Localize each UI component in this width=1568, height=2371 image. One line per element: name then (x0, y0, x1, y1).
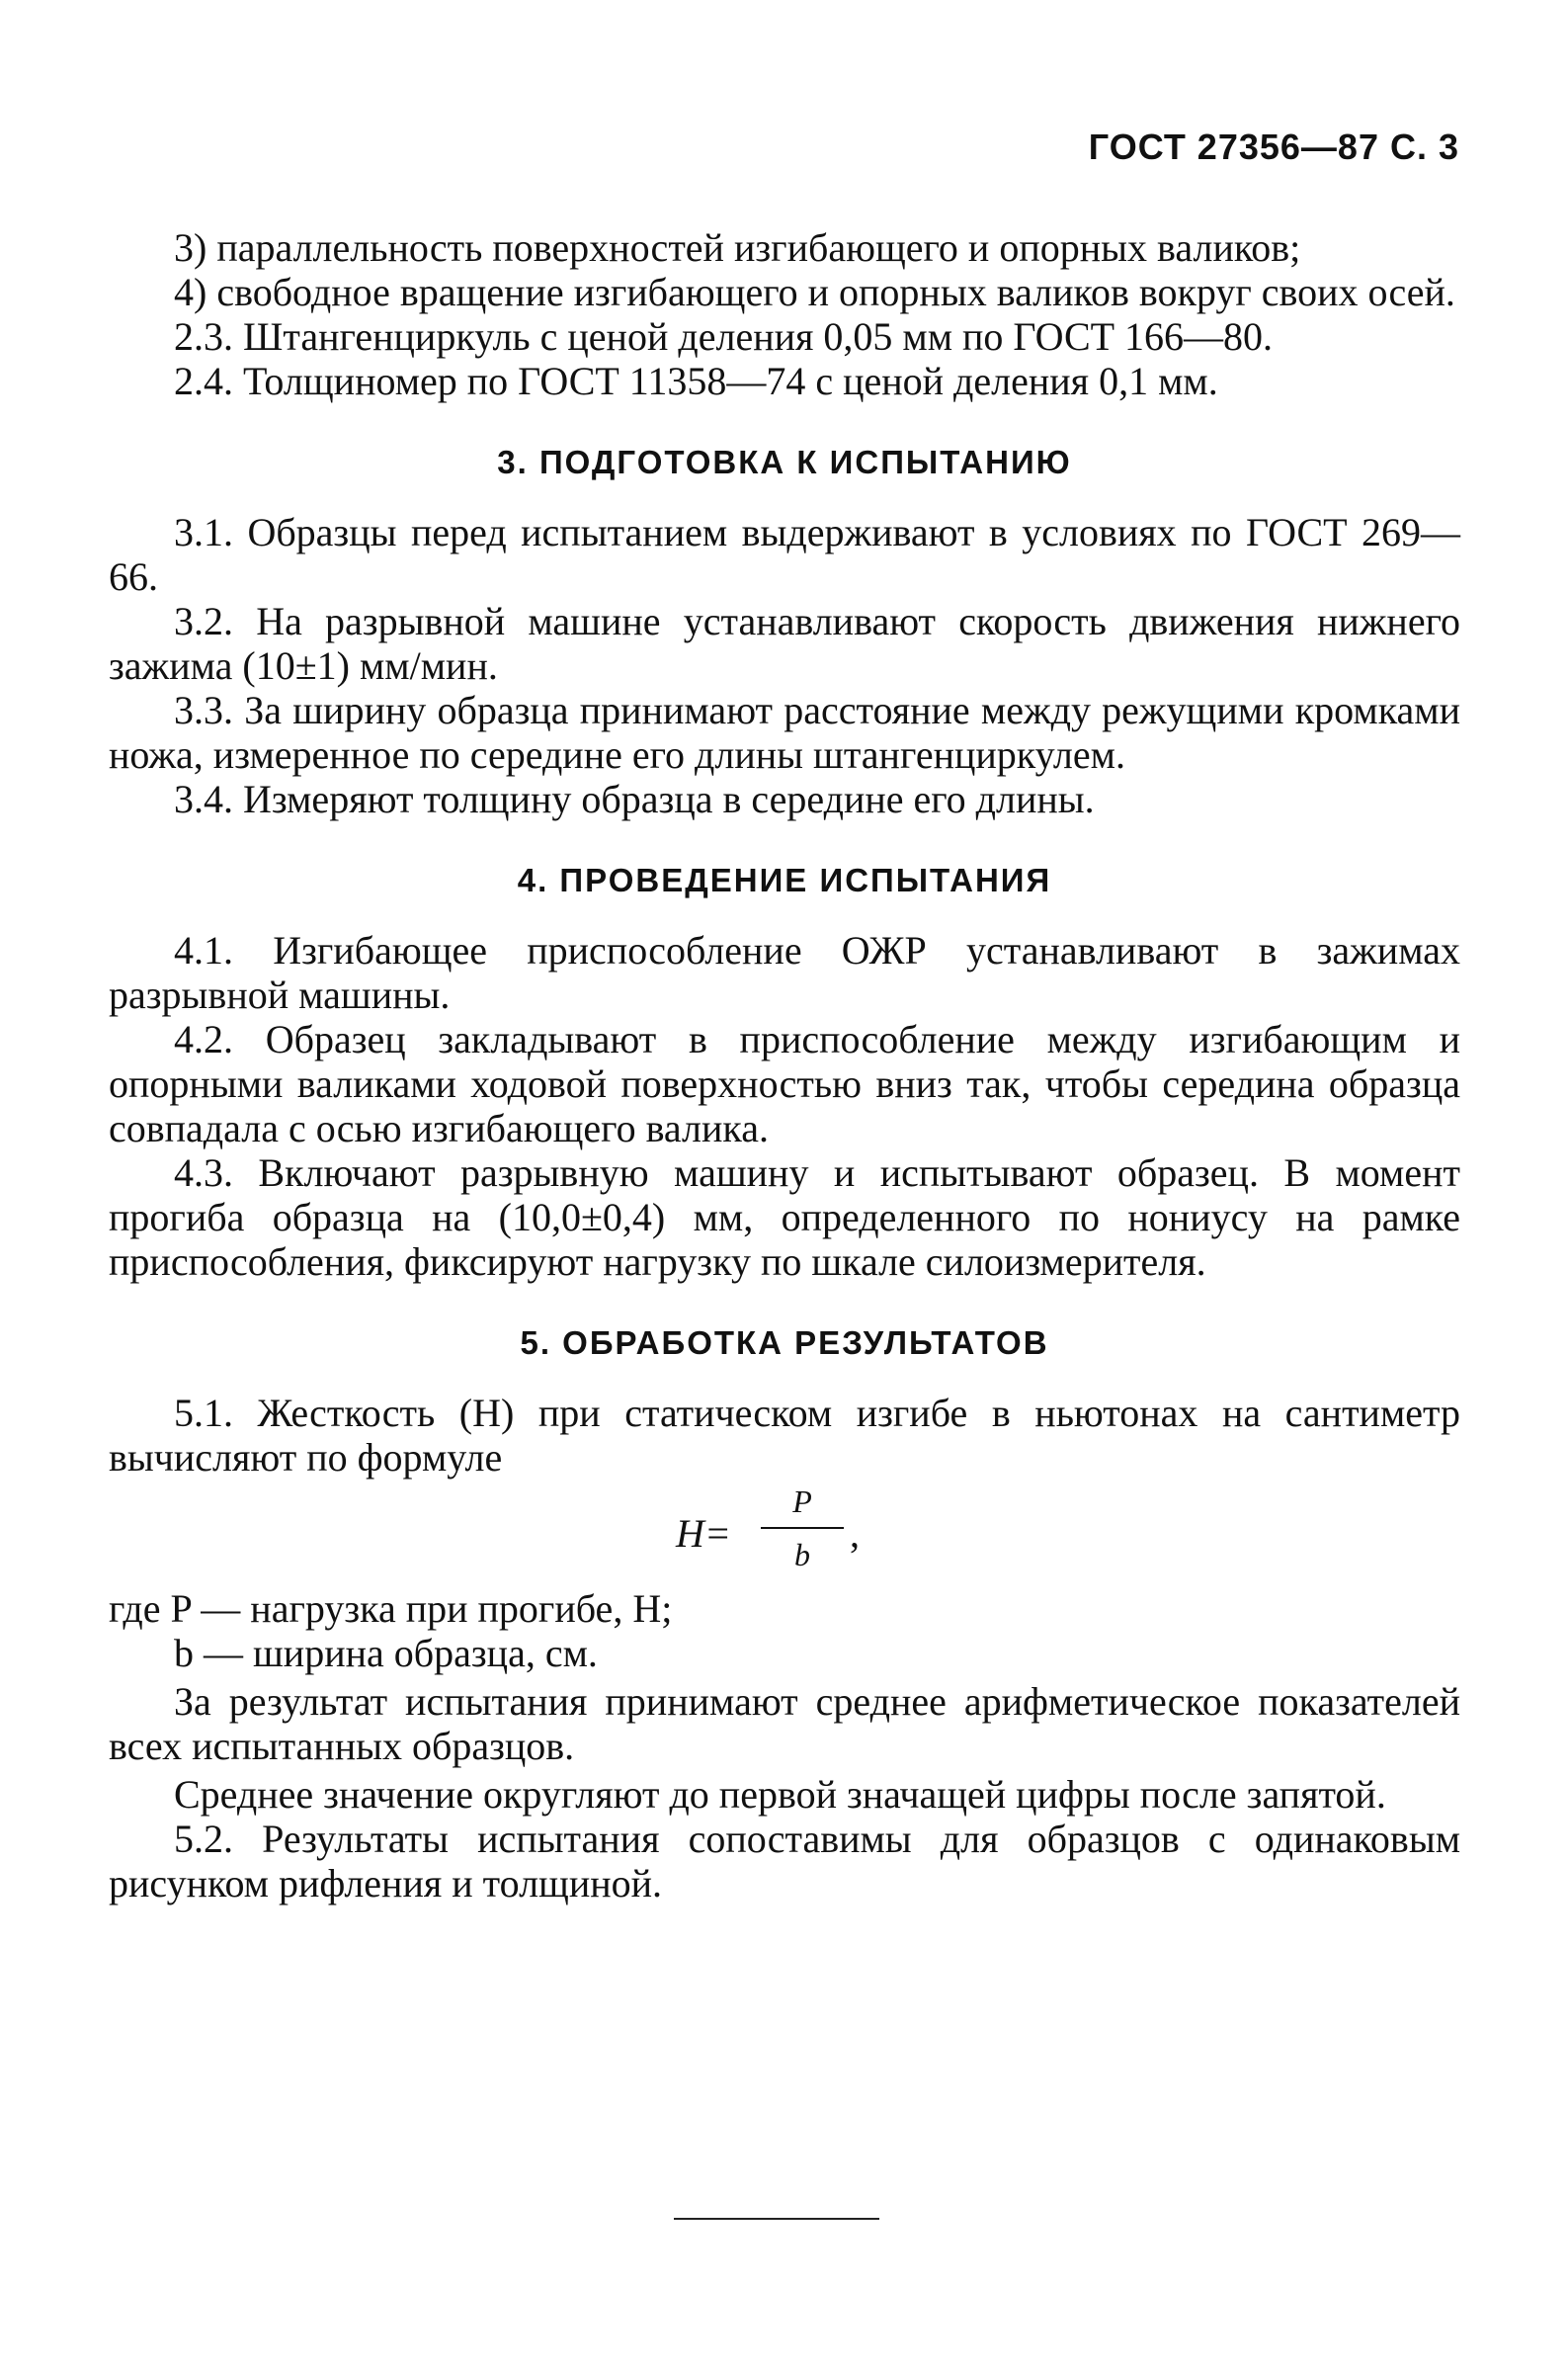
clause-3-2: 3.2. На разрывной машине устанавливают скорость движения нижнего зажима (10±1) мм/мин. (109, 599, 1460, 688)
clause-3-4: 3.4. Измеряют толщину образца в середине его длины. (174, 777, 1095, 821)
list-item: 3) параллельность поверхностей изгибающего и опорных валиков; (174, 225, 1301, 270)
clause-4-3: 4.3. Включают разрывную машину и испытывают образец. В момент прогиба образца на (10,0±0,4) мм, определенного по нониусу на рамке приспособления, фиксируют нагрузку по шкале силоизмерителя. (109, 1150, 1460, 1284)
clause-4-2: 4.2. Образец закладывают в приспособление между изгибающим и опорными валиками ходовой поверхностью вниз так, чтобы середина образца совпадала с осью изгибающего валика. (109, 1017, 1460, 1150)
clause-4-1: 4.1. Изгибающее приспособление ОЖР устанавливают в зажимах разрывной машины. (109, 928, 1460, 1017)
end-rule (674, 2218, 879, 2220)
list-item: 4) свободное вращение изгибающего и опорных валиков вокруг своих осей. (174, 270, 1455, 314)
stiffness-formula (109, 1482, 1460, 1580)
document-body (109, 225, 1460, 1905)
formula-numerator: P (792, 1483, 812, 1519)
page-header: ГОСТ 27356—87 С. 3 (1088, 127, 1459, 167)
formula-fraction (761, 1482, 844, 1572)
fraction-bar (761, 1527, 844, 1529)
formula-denominator: b (794, 1537, 810, 1572)
formula-lhs: H= (676, 1511, 731, 1556)
section-5-title: 5. ОБРАБОТКА РЕЗУЛЬТАТОВ (520, 1324, 1049, 1361)
clause-2-4: 2.4. Толщиномер по ГОСТ 11358—74 с ценой деления 0,1 мм. (174, 359, 1218, 403)
section-3-title: 3. ПОДГОТОВКА К ИСПЫТАНИЮ (497, 444, 1072, 480)
clause-2-3: 2.3. Штангенциркуль с ценой деления 0,05 мм по ГОСТ 166—80. (174, 314, 1274, 359)
formula-trail: , (850, 1511, 860, 1556)
where-load: где P — нагрузка при прогибе, Н; (109, 1586, 673, 1631)
clause-5-2: 5.2. Результаты испытания сопоставимы для образцов с одинаковым рисунком рифления и толщиной. (109, 1817, 1460, 1905)
section-4-title: 4. ПРОВЕДЕНИЕ ИСПЫТАНИЯ (517, 862, 1052, 898)
where-width: b — ширина образца, см. (174, 1631, 598, 1675)
clause-3-1: 3.1. Образцы перед испытанием выдерживают в условиях по ГОСТ 269—66. (109, 510, 1460, 599)
result-paragraph: За результат испытания принимают среднее арифметическое показателей всех испытанных образцов. (109, 1679, 1460, 1768)
clause-3-3: 3.3. За ширину образца принимают расстояние между режущими кромками ножа, измеренное по середине его длины штангенциркулем. (109, 688, 1460, 777)
clause-5-1: 5.1. Жесткость (H) при статическом изгибе в ньютонах на сантиметр вычисляют по формуле (109, 1391, 1460, 1480)
rounding-paragraph: Среднее значение округляют до первой значащей цифры после запятой. (174, 1772, 1386, 1817)
